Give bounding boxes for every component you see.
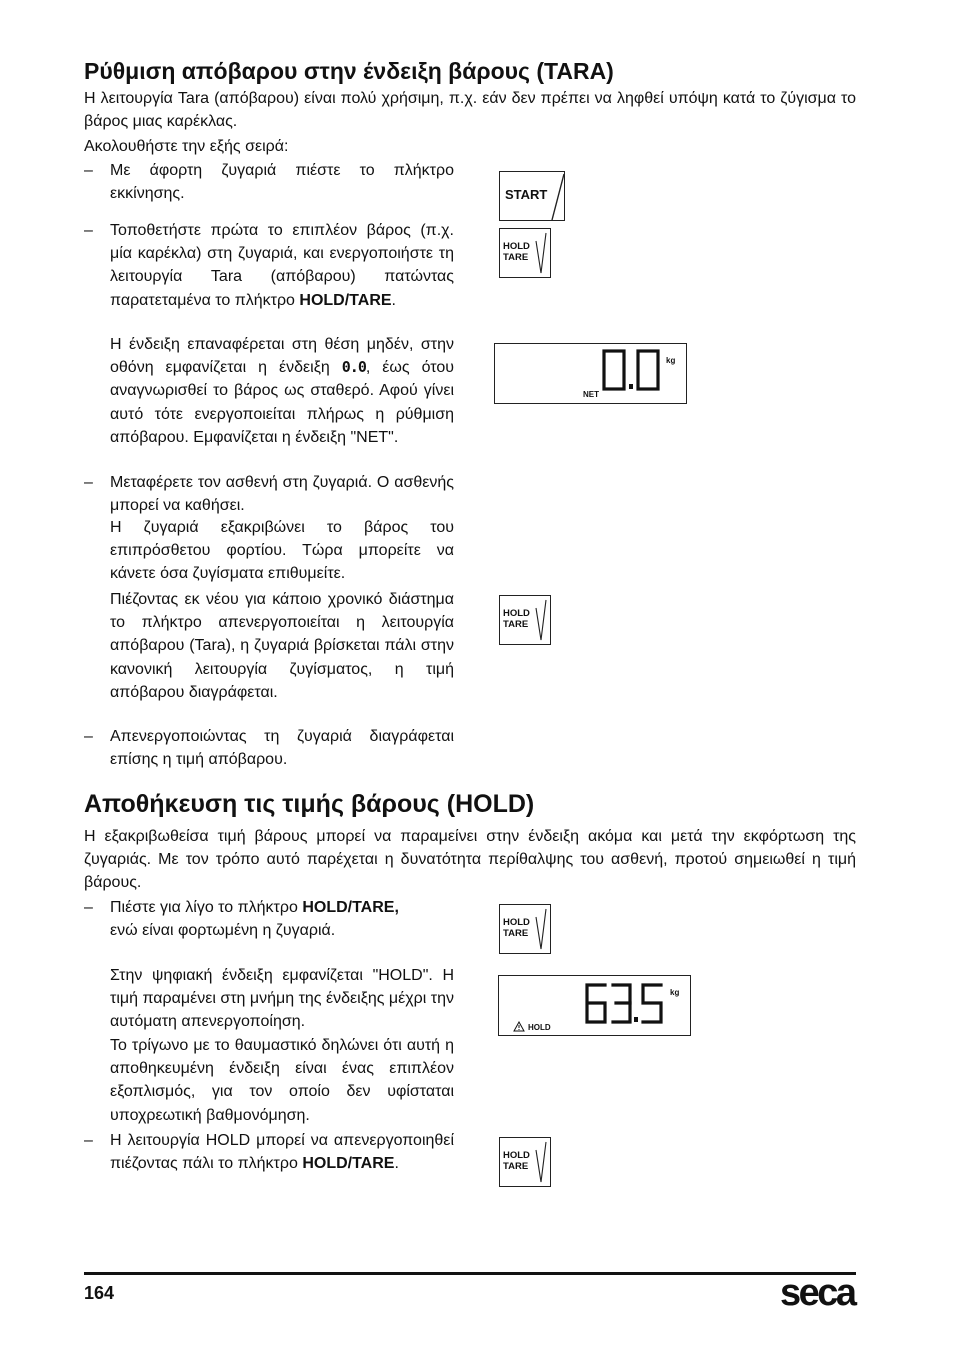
hold-key-label: HOLD: [503, 917, 530, 928]
hold-step-2-end: .: [394, 1155, 399, 1173]
key-slash-icon: [500, 172, 566, 222]
hold-step-1: [110, 896, 454, 942]
start-key-illustration: [499, 171, 565, 221]
hold-key-label: HOLD: [503, 241, 530, 252]
warning-triangle-icon: [513, 1021, 525, 1032]
hold-status: HOLD: [528, 1023, 551, 1032]
brand-logo: seca: [780, 1272, 855, 1314]
hold-tare-key-illustration: [499, 595, 551, 645]
tara-step-2-detail: [110, 333, 454, 449]
inline-zero-display: 0.0: [341, 358, 366, 377]
tara-step-3: Μεταφέρετε τον ασθενή στη ζυγαριά. Ο ασθενής μπορεί να καθήσει.: [110, 474, 454, 515]
tara-step-4: Απενεργοποιώντας τη ζυγαριά διαγράφεται επίσης η τιμή απόβαρου.: [110, 728, 454, 769]
seven-segment-digits: [601, 348, 671, 396]
hold-key-label: HOLD: [503, 608, 530, 619]
section-heading-hold: Αποθήκευση τις τιμής βάρους (HOLD): [84, 790, 535, 818]
hold-step-1-text: Πιέστε για λίγο το πλήκτρο: [110, 899, 303, 916]
hold-step-2: [110, 1129, 454, 1175]
key-wedge-icon: [500, 229, 552, 279]
hold-scale-display: [498, 975, 691, 1036]
key-wedge-icon: [500, 1138, 552, 1188]
hold-tare-key-illustration: [499, 1137, 551, 1187]
start-key-label: START: [505, 187, 548, 202]
list-dash: –: [84, 162, 93, 179]
tare-key-label: TARE: [503, 928, 529, 939]
key-wedge-icon: [500, 905, 552, 955]
key-wedge-icon: [500, 596, 552, 646]
tara-scale-display: [494, 343, 687, 404]
tara-step-3-detail: Η ζυγαριά εξακριβώνει το βάρος του επιπρόσθετου φορτίου. Τώρα μπορείτε να κάνετε όσα ζυγίσματα επιθυμείτε.: [110, 519, 454, 583]
tara-step-1: Με άφορτη ζυγαριά πιέστε το πλήκτρο εκκίνησης.: [110, 162, 454, 203]
tare-key-label: TARE: [503, 1161, 529, 1172]
tare-key-label: TARE: [503, 252, 529, 263]
tara-step-2-detail-rest: , έως ότου αναγνωρισθεί το βάρος ως σταθερό. Αφού γίνει αυτό τότε ενεργοποιείται πλήρως η ρύθμιση απόβαρου. Εμφανίζεται η ένδειξη "NET".: [110, 359, 454, 446]
list-dash: –: [84, 1132, 93, 1149]
list-dash: –: [84, 899, 93, 916]
seven-segment-digits: [583, 981, 673, 1029]
net-status: NET: [583, 390, 599, 399]
list-dash: –: [84, 474, 93, 491]
tara-step-3-release: Πιέζοντας εκ νέου για κάποιο χρονικό διάστημα το πλήκτρο απενεργοποιείται η λειτουργία απόβαρου (Tara), η ζυγαριά βρίσκεται πάλι στην κανονική λειτουργία ζυγίσματος, η τιμή απόβαρου διαγράφεται.: [110, 591, 454, 701]
hold-step-1-note: Το τρίγωνο με το θαυμαστικό δηλώνει ότι αυτή η αποθηκευμένη ένδειξη είναι ένας επιπλέον εξοπλισμός, για τον οποίο δεν υφίσταται υποχρεωτική βαθμονόμηση.: [110, 1037, 454, 1124]
hold-key-label: HOLD: [503, 1150, 530, 1161]
hold-step-1-detail: Στην ψηφιακή ένδειξη εμφανίζεται "HOLD". Η τιμή παραμένει στη μνήμη της ένδειξης μέχρι την αυτόματη απενεργοποίηση.: [110, 967, 454, 1031]
hold-tare-key-ref: HOLD/TARE,: [302, 899, 399, 916]
tara-order-line: Ακολουθήστε την εξής σειρά:: [84, 138, 289, 155]
tara-step-2-end: .: [391, 291, 396, 309]
hold-tare-key-illustration: [499, 228, 551, 278]
list-dash: –: [84, 222, 93, 239]
unit-label: kg: [666, 356, 676, 365]
page-number: 164: [84, 1283, 115, 1303]
tara-intro: Η λειτουργία Tara (απόβαρου) είναι πολύ χρήσιμη, π.χ. εάν δεν πρέπει να ληφθεί υπόψη κατά το ζύγισμα το βάρος μιας καρέκλας.: [84, 90, 856, 131]
section-heading-tara: Ρύθμιση απόβαρου στην ένδειξη βάρους (TARA): [84, 58, 614, 84]
tare-key-label: TARE: [503, 619, 529, 630]
hold-step-2-text: Η λειτουργία HOLD μπορεί να απενεργοποιηθεί πιέζοντας πάλι το πλήκτρο: [110, 1132, 454, 1173]
tara-step-2: [110, 219, 454, 312]
unit-label: kg: [670, 988, 680, 997]
hold-step-1-rest: ενώ είναι φορτωμένη η ζυγαριά.: [110, 922, 336, 940]
hold-intro: Η εξακριβωθείσα τιμή βάρους μπορεί να παραμείνει στην ένδειξη ακόμα και μετά την εκφόρτωση της ζυγαριάς. Με τον τρόπο αυτό παρέχεται η δυνατότητα περίθαλψης του ασθενή, προτού σημειωθεί η τιμή βάρους.: [84, 828, 856, 892]
footer-rule: [84, 1272, 856, 1275]
hold-tare-key-ref: HOLD/TARE: [299, 291, 392, 309]
tara-step-2-detail-text: Η ένδειξη επαναφέρεται στη θέση μηδέν, στην οθόνη εμφανίζεται η ένδειξη: [110, 336, 454, 377]
hold-tare-key-illustration: [499, 904, 551, 954]
tara-step-2-text: Τοποθετήστε πρώτα το επιπλέον βάρος (π.χ. μία καρέκλα) στη ζυγαριά, και ενεργοποιήστε τη λειτουργία Tara (απόβαρου) πατώντας παρατεταμένα το πλήκτρο: [110, 222, 454, 309]
list-dash: –: [84, 728, 93, 745]
hold-tare-key-ref: HOLD/TARE: [302, 1155, 395, 1173]
